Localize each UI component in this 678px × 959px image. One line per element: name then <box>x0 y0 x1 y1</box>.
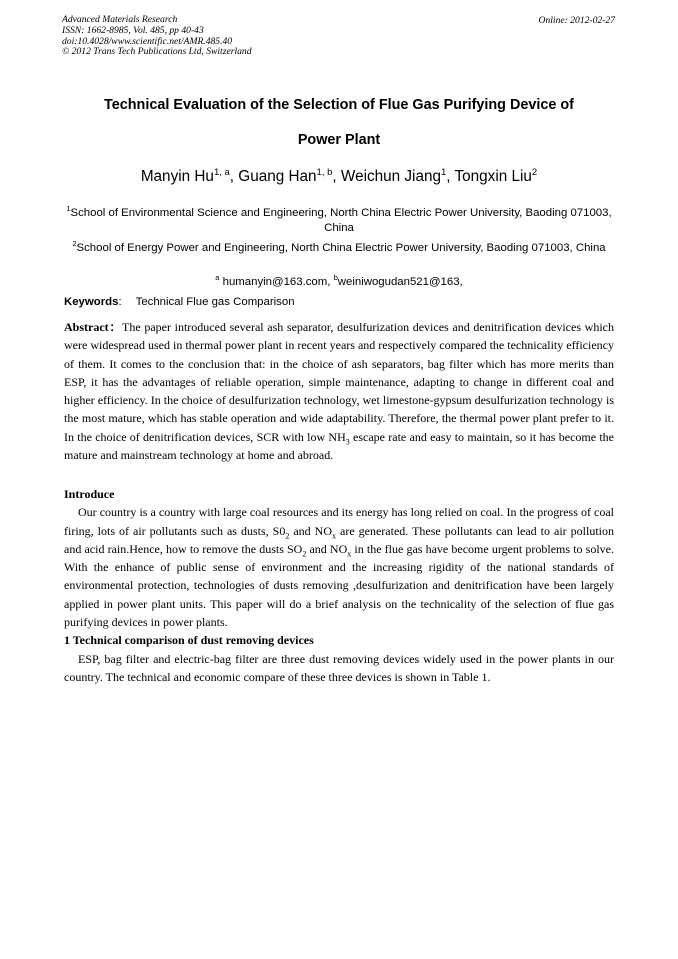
subscript: x <box>332 530 336 540</box>
text-run: Our country is a country with large coal resources and its energy has long relied on coal. In the progress of coal firing, lots of air pollutants such as dusts, S0 <box>64 505 614 538</box>
subscript: 2 <box>285 530 290 540</box>
affiliation-2 <box>62 236 616 256</box>
keywords <box>64 296 295 308</box>
abstract-label: Abstract： <box>64 320 122 334</box>
text-run: and NO <box>306 541 348 556</box>
author-sup: 1 <box>440 167 447 178</box>
author-sep: , <box>446 168 455 186</box>
title-line-1: Technical Evaluation of the Selection of Flue Gas Purifying Device of <box>104 97 574 113</box>
abstract-text: The paper introduced several ash separator, desulfurization devices and denitrification devices which were widespread used in thermal power plant in recent years and respectively compared the technicality efficiency of them. It comes to the conclusion that: in the choice of ash separators, bag filter which has more merits than ESP, it has the advantages of reliable operation, simple maintenance, adapting to change in different coal and higher efficiency. In the choice of desulfurization technology, wet limestone-gypsum desulfurization technology is the most mature, which has stable operation and wide adaptability. Therefore, the thermal power plant prefer to it. In the choice of denitrification devices, SCR with low NH <box>64 320 614 444</box>
text-run: and NO <box>289 523 332 538</box>
author-sep: , <box>332 168 341 186</box>
subscript: x <box>347 549 352 559</box>
affiliation-sup: 2 <box>72 239 77 248</box>
email-sup: b <box>333 273 338 282</box>
subscript: 2 <box>302 549 307 559</box>
affiliation-text: School of Energy Power and Engineering, North China Electric Power University, Baoding 071003, China <box>76 241 606 254</box>
affiliation-1 <box>62 201 616 236</box>
email-sup: a <box>215 273 220 282</box>
author-list <box>62 167 616 186</box>
keywords-sep: : <box>118 296 122 308</box>
header-block <box>62 15 252 58</box>
author-name: Manyin Hu <box>140 168 214 186</box>
text-run: are generated. These pollutants can lead to air pollution and acid rain.Hence, how to remove the dusts SO <box>64 523 615 556</box>
author-sup: 1, b <box>316 167 333 178</box>
introduce-section <box>64 485 614 686</box>
author-sep: , <box>229 168 239 186</box>
keywords-label: Keywords <box>64 296 119 308</box>
author-name: Tongxin Liu <box>454 168 532 186</box>
email-a: humanyin@163.com, <box>219 275 334 288</box>
section-heading: Introduce <box>64 487 115 501</box>
affiliation-text: School of Environmental Science and Engineering, North China Electric Power University, Baoding 071003, China <box>70 206 612 234</box>
author-sup: 2 <box>531 167 538 178</box>
text-run: in the flue gas have become urgent problems to solve. With the enhance of public sense of environment and the increasing rigidity of the national standards of environmental protection, technologies of dusts removing ,desulfurization and denitrification have been largely applied in power plant units. This paper will do a brief analysis on the technicality of the selection of flue gas purifying devices in power plants. <box>64 541 614 630</box>
email-b: weiniwogudan521@163, <box>337 275 463 288</box>
abstract <box>64 318 614 464</box>
author-sup: 1, a <box>213 167 230 178</box>
author-name: Weichun Jiang <box>340 168 441 186</box>
paper-title <box>62 88 616 158</box>
title-line-2: Power Plant <box>297 132 381 148</box>
online-date: Online: 2012-02-27 <box>538 15 615 26</box>
issn-line: ISSN: 1662-8985, Vol. 485, pp 40-43 <box>62 24 204 36</box>
section-heading: 1 Technical comparison of dust removing devices <box>64 633 314 648</box>
journal-name: Advanced Materials Research <box>62 14 178 25</box>
copyright-line: © 2012 Trans Tech Publications Ltd, Switzerland <box>62 46 252 58</box>
email-line <box>62 273 616 288</box>
subscript: 3 <box>345 437 350 447</box>
paragraph: ESP, bag filter and electric-bag filter are three dust removing devices widely used in the power plants in our country. The technical and economic compare of these three devices is shown in Table 1. <box>64 651 614 684</box>
paragraph <box>64 503 614 631</box>
affiliation-sup: 1 <box>66 204 71 213</box>
doi-line: doi:10.4028/www.scientific.net/AMR.485.40 <box>62 35 233 47</box>
author-name: Guang Han <box>238 168 317 186</box>
abstract-text-end: escape rate and easy to maintain, so it has become the mature and mainstream technology at home and abroad. <box>64 429 615 463</box>
keywords-text: Technical Flue gas Comparison <box>135 296 295 308</box>
